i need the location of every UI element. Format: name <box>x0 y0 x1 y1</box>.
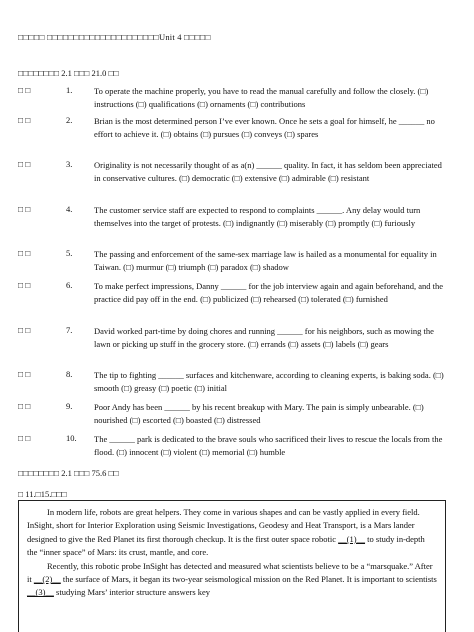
cloze-passage <box>18 500 446 632</box>
cloze-blank-2: __(2)__ <box>33 574 61 585</box>
passage-paragraph <box>27 506 437 560</box>
question-stem: The tip to fighting ______ surfaces and kitchenware, according to cleaning experts, is baking soda. <box>94 370 431 380</box>
question-stem: The ______ park is dedicated to the brave souls who sacrificed their lives to rescue the locals from the flood. <box>94 434 443 458</box>
question-options: (□) errands (□) assets (□) labels (□) gears <box>247 339 389 350</box>
question-options: (□) democratic (□) extensive (□) admirable (□) resistant <box>178 173 370 184</box>
question-number: 1. <box>66 85 73 95</box>
question-number: 5. <box>66 248 73 258</box>
section-heading-vocabulary: □□□□□□□□ 2.1 □□□ 21.0 □□ <box>18 68 119 78</box>
answer-blank: □ □ <box>18 369 31 379</box>
passage-text: studying Mars’ interior structure answers key <box>53 587 211 598</box>
answer-blank: □ □ <box>18 280 31 290</box>
question-options: (□) obtains (□) pursues (□) conveys (□) spares <box>160 129 319 140</box>
page-title: □□□□□ □□□□□□□□□□□□□□□□□□□□□Unit 4 □□□□□ <box>18 32 211 42</box>
passage-text: to study in-depth the “inner space” of Mars: its crust, mantle, and core. <box>27 533 425 558</box>
passage-text: the surface of Mars, it began its two-year seismological mission on the Red Planet. It is important to scientists <box>60 574 437 585</box>
question-stem: Brian is the most determined person I’ve ever known. Once he sets a goal for himself, he ______ no effort to achieve it. <box>94 116 435 140</box>
question-stem: The passing and enforcement of the same-sex marriage law is hailed as a monumental for equality in Taiwan. <box>94 249 437 273</box>
answer-blank: □ □ <box>18 325 31 335</box>
question-number: 2. <box>66 115 73 125</box>
question-number: 9. <box>66 401 73 411</box>
section-heading-cloze: □□□□□□□□ 2.1 □□□ 75.6 □□ <box>18 468 119 478</box>
question-options: (□) indignantly (□) miserably (□) promptly (□) furiously <box>222 218 416 229</box>
question-options: (□) nourished (□) escorted (□) boasted (□) distressed <box>94 402 424 426</box>
question-number: 3. <box>66 159 73 169</box>
question-options: (□) instructions (□) qualifications (□) ornaments (□) contributions <box>94 86 429 110</box>
question-stem: Poor Andy has been ______ by his recent breakup with Mary. The pain is simply unbearable. <box>94 402 411 412</box>
question-options: (□) smooth (□) greasy (□) poetic (□) initial <box>94 370 444 394</box>
question-number: 10. <box>66 433 77 443</box>
passage-paragraph <box>27 560 437 600</box>
answer-blank: □ □ <box>18 248 31 258</box>
question-options: (□) murmur (□) triumph (□) paradox (□) shadow <box>123 262 289 273</box>
question-stem: Originality is not necessarily thought of as a(n) ______ quality. In fact, it has seldom been appreciated in conservative cultures. <box>94 160 442 184</box>
question-stem: To make perfect impressions, Danny ______ for the job interview again and again beforehand, and the practice did pay off in the end. <box>94 281 443 305</box>
question-number: 7. <box>66 325 73 335</box>
question-options: (□) innocent (□) violent (□) memorial (□) humble <box>116 447 286 458</box>
answer-blank: □ □ <box>18 401 31 411</box>
answer-blank: □ □ <box>18 159 31 169</box>
passage-text: In modern life, robots are great helpers. They come in various shapes and can be vastly applied in every field. InSight, short for Interior Exploration using Seismic Investigations, Geodesy and Heat Transport, is a Mars lander designed to give the Red Planet its first thorough checkup. It is the first outer space robotic <box>27 507 420 544</box>
passage-text: Recently, this robotic probe InSight has detected and measured what scientists believe to be a “marsquake.” After it <box>27 560 433 585</box>
answer-blank: □ □ <box>18 85 31 95</box>
question-options: (□) publicized (□) rehearsed (□) tolerated (□) furnished <box>200 294 388 305</box>
cloze-subheading: □ 11.□15.□□□ <box>18 489 67 499</box>
answer-blank: □ □ <box>18 433 31 443</box>
question-stem: The customer service staff are expected to respond to complaints ______. Any delay would turn themselves into the target of protests. <box>94 205 421 229</box>
question-stem: To operate the machine properly, you have to read the manual carefully and follow the closely. <box>94 86 416 96</box>
cloze-blank-1: __(1)__ <box>338 533 366 544</box>
question-number: 8. <box>66 369 73 379</box>
question-number: 4. <box>66 204 73 214</box>
cloze-blank-3: __(3)__ <box>27 587 54 598</box>
answer-blank: □ □ <box>18 115 31 125</box>
answer-blank: □ □ <box>18 204 31 214</box>
question-number: 6. <box>66 280 73 290</box>
question-stem: David worked part-time by doing chores and running ______ for his neighbors, such as mowing the lawn or picking up stuff in the grocery store. <box>94 326 434 350</box>
